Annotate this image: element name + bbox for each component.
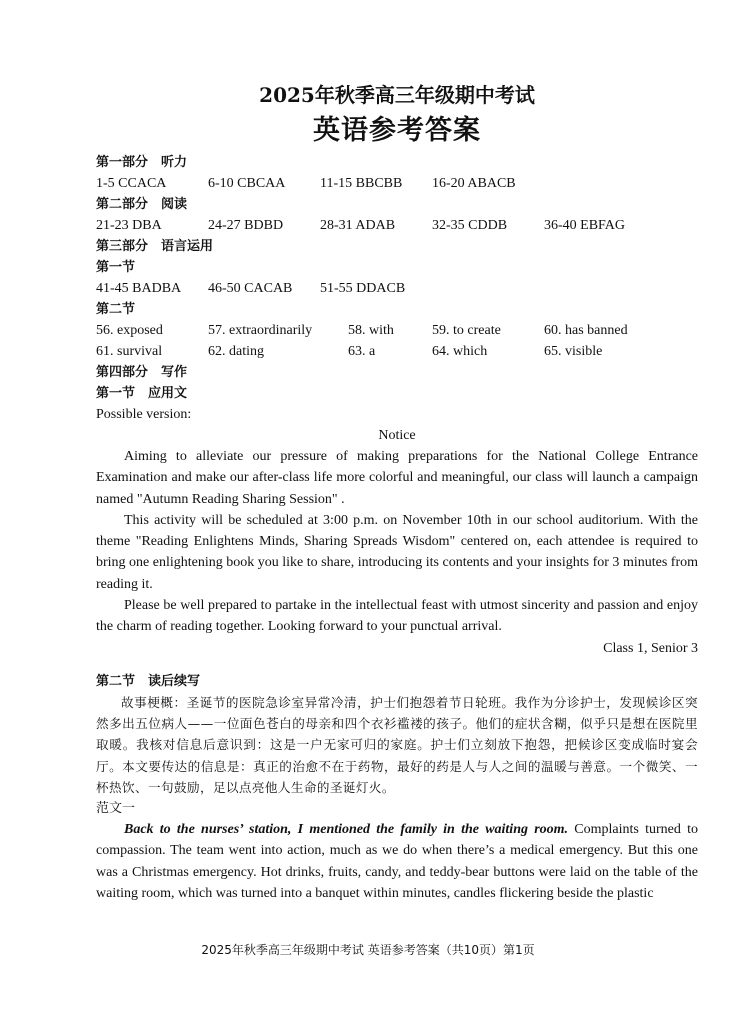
answer-group: 16-20 ABACB bbox=[432, 176, 516, 191]
part3-section2-heading: 第二节 bbox=[96, 302, 136, 317]
answer-group: 36-40 EBFAG bbox=[544, 218, 626, 233]
part3-section1-answers-row bbox=[96, 278, 698, 299]
notice-title: Notice bbox=[378, 428, 416, 443]
sample-essay bbox=[96, 819, 698, 904]
part1-answers-row bbox=[96, 173, 698, 194]
possible-version-label: Possible version: bbox=[96, 407, 192, 422]
part4-heading: 第四部分 写作 bbox=[96, 365, 188, 380]
answer-item: 61. survival bbox=[96, 344, 163, 359]
answer-group: 1-5 CCACA bbox=[96, 176, 167, 191]
part1-heading: 第一部分 听力 bbox=[96, 155, 188, 170]
page-footer: 2025年秋季高三年级期中考试 英语参考答案（共10页）第1页 bbox=[201, 943, 535, 957]
answer-item: 60. has banned bbox=[544, 323, 628, 338]
answer-group: 51-55 DDACB bbox=[320, 281, 406, 296]
answer-item: 64. which bbox=[432, 344, 488, 359]
part2-heading: 第二部分 阅读 bbox=[96, 197, 188, 212]
sample-body: Complaints turned to compassion. The team went into action, much as we do when there’s a medical emergency. But this one was a Christmas emergency. Hot drinks, fruits, candy, and teddy-bear buttons were laid on the table of the waiting room, which was turned into a banquet within minutes, candles flickering beside the plastic bbox=[96, 822, 698, 902]
part3-heading: 第三部分 语言运用 bbox=[96, 239, 214, 254]
answer-group: 24-27 BDBD bbox=[208, 218, 284, 233]
answer-group: 6-10 CBCAA bbox=[208, 176, 286, 191]
answer-item: 58. with bbox=[348, 323, 394, 338]
answer-item: 59. to create bbox=[432, 323, 501, 338]
answer-group: 32-35 CDDB bbox=[432, 218, 508, 233]
answer-group: 28-31 ADAB bbox=[320, 218, 396, 233]
notice-signature: Class 1, Senior 3 bbox=[603, 640, 698, 656]
notice-paragraph: Aiming to alleviate our pressure of making preparations for the National College Entrance Examination and make our after-class life more colorful and meaningful, our class will launch a campaign named "Autumn Reading Sharing Session" . bbox=[96, 449, 698, 507]
answer-group: 41-45 BADBA bbox=[96, 281, 182, 296]
sample-label: 范文一 bbox=[96, 801, 136, 817]
notice-paragraph: Please be well prepared to partake in the intellectual feast with utmost sincerity and passion and enjoy the charm of reading together. Looking forward to your punctual arrival. bbox=[96, 598, 698, 635]
answer-item: 57. extraordinarily bbox=[208, 323, 313, 338]
answer-group: 46-50 CACAB bbox=[208, 281, 293, 296]
answer-sheet-page bbox=[96, 80, 698, 904]
story-summary: 故事梗概：圣诞节的医院急诊室异常冷清，护士们抱怨着节日轮班。我作为分诊护士，发现候诊区突然多出五位病人——一位面色苍白的母亲和四个衣衫褴褛的孩子。他们的症状含糊，似乎只是想在医院里取暖。我核对信息后意识到：这是一户无家可归的家庭。护士们立刻放下抱怨，把候诊区变成临时宴会厅。本文要传达的信息是：真正的治愈不在于药物，最好的药是人与人之间的温暖与善意。一个微笑、一杯热饮、一句鼓励，足以点亮他人生命的圣诞灯火。 bbox=[96, 694, 698, 795]
part4-section1-heading: 第一节 应用文 bbox=[96, 386, 188, 401]
part2-answers-row bbox=[96, 215, 698, 236]
notice-paragraph: This activity will be scheduled at 3:00 p.m. on November 10th in our school auditorium. With the theme "Reading Enlightens Minds, Sharing Spreads Wisdom" centered on, each attendee is required to bring one enlightening book you like to share, introducing its contents and your insights for 3 minutes from reading it. bbox=[96, 512, 698, 592]
answer-group: 11-15 BBCBB bbox=[320, 176, 403, 191]
document-title: 英语参考答案 bbox=[313, 115, 481, 146]
answer-item: 63. a bbox=[348, 344, 376, 359]
sample-lead-sentence: Back to the nurses’ station, I mentioned the family in the waiting room. bbox=[124, 822, 569, 838]
exam-title: 2025年秋季高三年级期中考试 bbox=[259, 83, 535, 107]
part3-section2-row1 bbox=[96, 320, 698, 341]
answer-item: 65. visible bbox=[544, 344, 603, 359]
answer-item: 62. dating bbox=[208, 344, 264, 359]
part3-section2-row2 bbox=[96, 341, 698, 362]
answer-group: 21-23 DBA bbox=[96, 218, 162, 233]
part3-section1-heading: 第一节 bbox=[96, 260, 136, 275]
answer-item: 56. exposed bbox=[96, 323, 163, 338]
part4-section2-heading: 第二节 读后续写 bbox=[96, 673, 201, 689]
